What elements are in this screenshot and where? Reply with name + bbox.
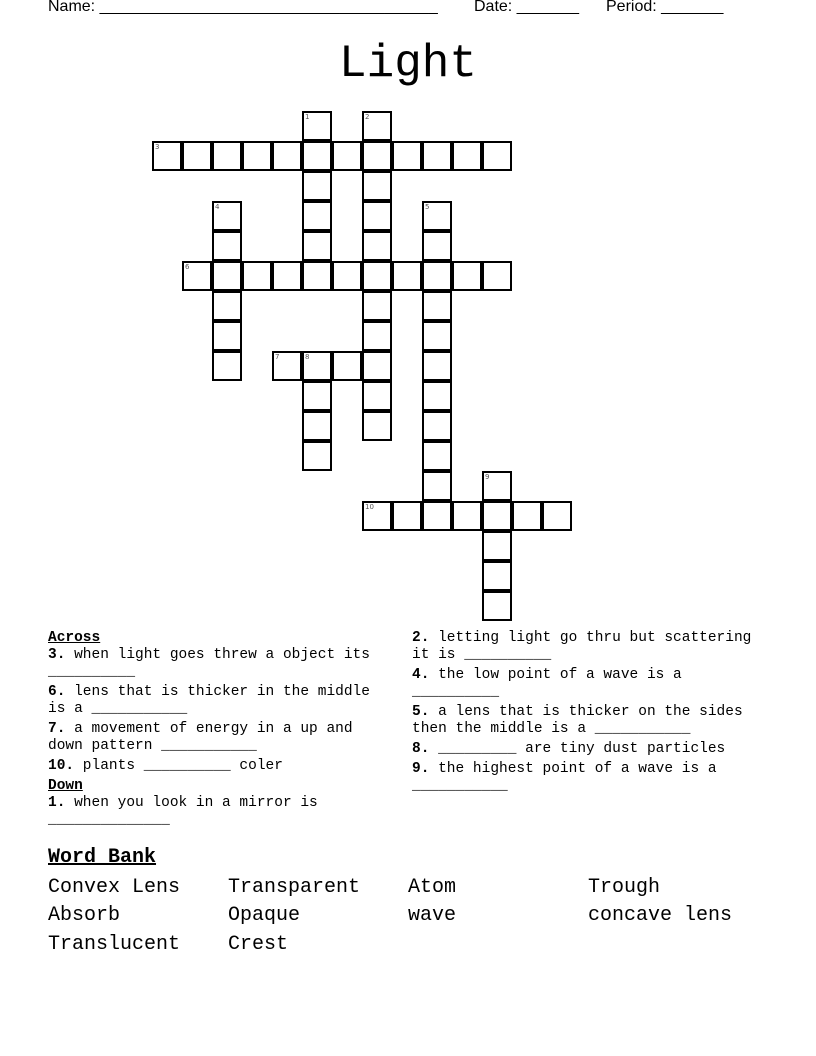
crossword-cell[interactable] bbox=[422, 411, 452, 441]
crossword-cell[interactable] bbox=[482, 531, 512, 561]
crossword-cell[interactable] bbox=[362, 291, 392, 321]
crossword-cell[interactable] bbox=[422, 201, 452, 231]
crossword-cell[interactable] bbox=[482, 141, 512, 171]
crossword-cell[interactable] bbox=[422, 381, 452, 411]
clue-down-9: 9. the highest point of a wave is a ___________ bbox=[412, 761, 717, 794]
clues-left-column bbox=[48, 630, 388, 832]
crossword-cell[interactable] bbox=[362, 501, 392, 531]
clue-number: 5 bbox=[425, 203, 430, 211]
crossword-cell[interactable] bbox=[212, 291, 242, 321]
crossword-cell[interactable] bbox=[422, 261, 452, 291]
down-heading: Down bbox=[48, 778, 83, 794]
crossword-cell[interactable] bbox=[392, 141, 422, 171]
word-bank-item: Atom bbox=[408, 876, 457, 899]
crossword-cell[interactable] bbox=[422, 471, 452, 501]
crossword-cell[interactable] bbox=[482, 561, 512, 591]
clue-down-1: 1. when you look in a mirror is ______________ bbox=[48, 795, 318, 828]
crossword-cell[interactable] bbox=[332, 261, 362, 291]
clue-number: 4 bbox=[215, 203, 220, 211]
crossword-cell[interactable] bbox=[362, 321, 392, 351]
crossword-cell[interactable] bbox=[332, 141, 362, 171]
clue-across-10: 10. plants __________ coler bbox=[48, 758, 283, 774]
clue-down-2: 2. letting light go thru but scattering it is __________ bbox=[412, 630, 752, 663]
word-bank-title: Word Bank bbox=[48, 846, 157, 869]
crossword-cell[interactable] bbox=[362, 351, 392, 381]
crossword-cell[interactable] bbox=[212, 231, 242, 261]
crossword-cell[interactable] bbox=[422, 351, 452, 381]
crossword-cell[interactable] bbox=[362, 171, 392, 201]
word-bank-item: wave bbox=[408, 904, 457, 927]
across-heading: Across bbox=[48, 630, 101, 646]
clue-down-8: 8. _________ are tiny dust particles bbox=[412, 741, 726, 757]
clue-number: 2 bbox=[365, 113, 370, 121]
crossword-cell[interactable] bbox=[482, 261, 512, 291]
crossword-cell[interactable] bbox=[302, 141, 332, 171]
crossword-cell[interactable] bbox=[512, 501, 542, 531]
clues-right-column bbox=[412, 630, 762, 798]
crossword-cell[interactable] bbox=[452, 261, 482, 291]
crossword-cell[interactable] bbox=[302, 351, 332, 381]
crossword-cell[interactable] bbox=[302, 411, 332, 441]
crossword-cell[interactable] bbox=[362, 261, 392, 291]
crossword-cell[interactable] bbox=[452, 501, 482, 531]
crossword-cell[interactable] bbox=[452, 141, 482, 171]
crossword-cell[interactable] bbox=[422, 291, 452, 321]
crossword-cell[interactable] bbox=[302, 381, 332, 411]
crossword-cell[interactable] bbox=[272, 261, 302, 291]
crossword-cell[interactable] bbox=[182, 261, 212, 291]
crossword-cell[interactable] bbox=[212, 321, 242, 351]
clue-number: 1 bbox=[305, 113, 310, 121]
clue-across-7: 7. a movement of energy in a up and down pattern ___________ bbox=[48, 721, 353, 754]
clue-number: 3 bbox=[155, 143, 160, 151]
clue-down-5: 5. a lens that is thicker on the sides then the middle is a ___________ bbox=[412, 704, 743, 737]
word-bank-item: Transparent bbox=[228, 876, 361, 899]
clue-number: 10 bbox=[365, 503, 374, 511]
crossword-cell[interactable] bbox=[542, 501, 572, 531]
crossword-cell[interactable] bbox=[422, 441, 452, 471]
crossword-cell[interactable] bbox=[272, 351, 302, 381]
crossword-cell[interactable] bbox=[242, 261, 272, 291]
clue-across-3: 3. when light goes threw a object its __________ bbox=[48, 647, 370, 680]
page-title: Light bbox=[338, 38, 478, 90]
crossword-cell[interactable] bbox=[482, 471, 512, 501]
word-bank-item: Translucent bbox=[48, 933, 181, 956]
crossword-cell[interactable] bbox=[302, 231, 332, 261]
period-field[interactable]: Period: _______ bbox=[606, 0, 724, 15]
crossword-cell[interactable] bbox=[212, 351, 242, 381]
crossword-cell[interactable] bbox=[302, 171, 332, 201]
crossword-cell[interactable] bbox=[392, 261, 422, 291]
crossword-cell[interactable] bbox=[362, 111, 392, 141]
crossword-cell[interactable] bbox=[272, 141, 302, 171]
crossword-cell[interactable] bbox=[302, 261, 332, 291]
clue-across-6: 6. lens that is thicker in the middle is a ___________ bbox=[48, 684, 370, 717]
word-bank-item: Convex Lens bbox=[48, 876, 181, 899]
crossword-cell[interactable] bbox=[302, 201, 332, 231]
crossword-cell[interactable] bbox=[302, 111, 332, 141]
name-field[interactable]: Name: ______________________________________ bbox=[48, 0, 438, 15]
clue-down-4: 4. the low point of a wave is a __________ bbox=[412, 667, 682, 700]
crossword-cell[interactable] bbox=[362, 231, 392, 261]
crossword-cell[interactable] bbox=[422, 231, 452, 261]
crossword-cell[interactable] bbox=[422, 141, 452, 171]
crossword-cell[interactable] bbox=[362, 201, 392, 231]
clue-number: 7 bbox=[275, 353, 280, 361]
crossword-cell[interactable] bbox=[302, 441, 332, 471]
word-bank-item: concave lens bbox=[588, 904, 733, 927]
word-bank-item: Opaque bbox=[228, 904, 301, 927]
word-bank-item: Trough bbox=[588, 876, 661, 899]
crossword-cell[interactable] bbox=[392, 501, 422, 531]
clue-number: 9 bbox=[485, 473, 490, 481]
crossword-cell[interactable] bbox=[422, 321, 452, 351]
crossword-cell[interactable] bbox=[242, 141, 272, 171]
crossword-cell[interactable] bbox=[212, 201, 242, 231]
clue-number: 8 bbox=[305, 353, 310, 361]
clue-number: 6 bbox=[185, 263, 190, 271]
crossword-cell[interactable] bbox=[212, 261, 242, 291]
crossword-cell[interactable] bbox=[362, 381, 392, 411]
crossword-cell[interactable] bbox=[362, 141, 392, 171]
crossword-cell[interactable] bbox=[482, 591, 512, 621]
date-field[interactable]: Date: _______ bbox=[474, 0, 579, 15]
word-bank-item: Absorb bbox=[48, 904, 121, 927]
crossword-cell[interactable] bbox=[362, 411, 392, 441]
crossword-cell[interactable] bbox=[152, 141, 182, 171]
word-bank-item: Crest bbox=[228, 933, 289, 956]
crossword-cell[interactable] bbox=[422, 501, 452, 531]
crossword-cell[interactable] bbox=[332, 351, 362, 381]
crossword-cell[interactable] bbox=[182, 141, 212, 171]
crossword-cell[interactable] bbox=[212, 141, 242, 171]
crossword-cell[interactable] bbox=[482, 501, 512, 531]
